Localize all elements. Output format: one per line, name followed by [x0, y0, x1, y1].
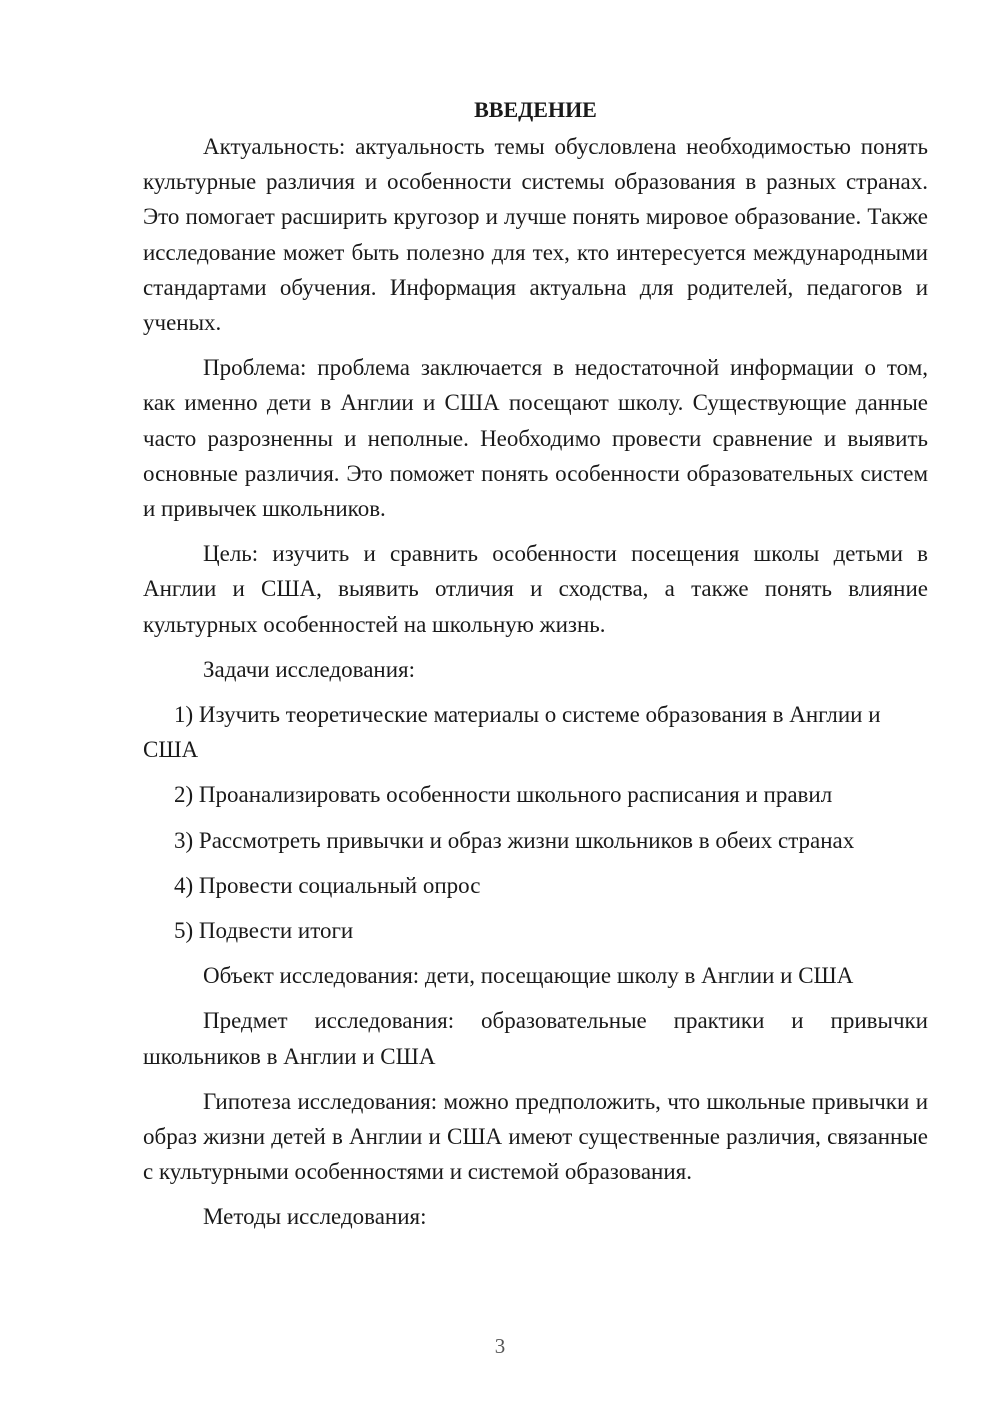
section-title: ВВЕДЕНИЕ [474, 97, 597, 122]
paragraph-problem: Проблема: проблема заключается в недостаточной информации о том, как именно дети в Англии и США посещают школу. Существующие данные часто разрозненны и неполные. Необходимо провести сравнение и выявить основные различия. Это поможет понять особенности образовательных систем и привычек школьников. [143, 355, 928, 522]
paragraph-relevance: Актуальность: актуальность темы обусловлена необходимостью понять культурные различия и особенности системы образования в разных странах. Это помогает расширить кругозор и лучше понять мировое образование. Также исследование может быть полезно для тех, кто интересуется международными стандартами обучения. Информация актуальна для родителей, педагогов и ученых. [143, 134, 928, 336]
task-item: 3) Рассмотреть привычки и образ жизни школьников в обеих странах [174, 827, 855, 853]
tasks-list [143, 697, 928, 948]
paragraph-goal: Цель: изучить и сравнить особенности посещения школы детьми в Англии и США, выявить отличия и сходства, а также понять влияние культурных особенностей на школьную жизнь. [143, 541, 928, 637]
task-item: 5) Подвести итоги [174, 918, 354, 944]
paragraph-object: Объект исследования: дети, посещающие школу в Англии и США [203, 963, 854, 989]
methods-heading: Методы исследования: [203, 1204, 427, 1230]
paragraph-hypothesis: Гипотеза исследования: можно предположить, что школьные привычки и образ жизни детей в Англии и США имеют существенные различия, связанные с культурными особенностями и системой образования. [143, 1088, 928, 1185]
paragraph-subject: Предмет исследования: образовательные практики и привычки школьников в Англии и США [143, 1008, 928, 1069]
task-item: 1) Изучить теоретические материалы о системе образования в Англии и США [143, 702, 881, 763]
task-item: 4) Провести социальный опрос [174, 872, 481, 898]
page-number: 3 [494, 1334, 506, 1358]
document-page [143, 92, 928, 1245]
task-item: 2) Проанализировать особенности школьного расписания и правил [174, 782, 833, 808]
tasks-heading: Задачи исследования: [203, 656, 416, 682]
